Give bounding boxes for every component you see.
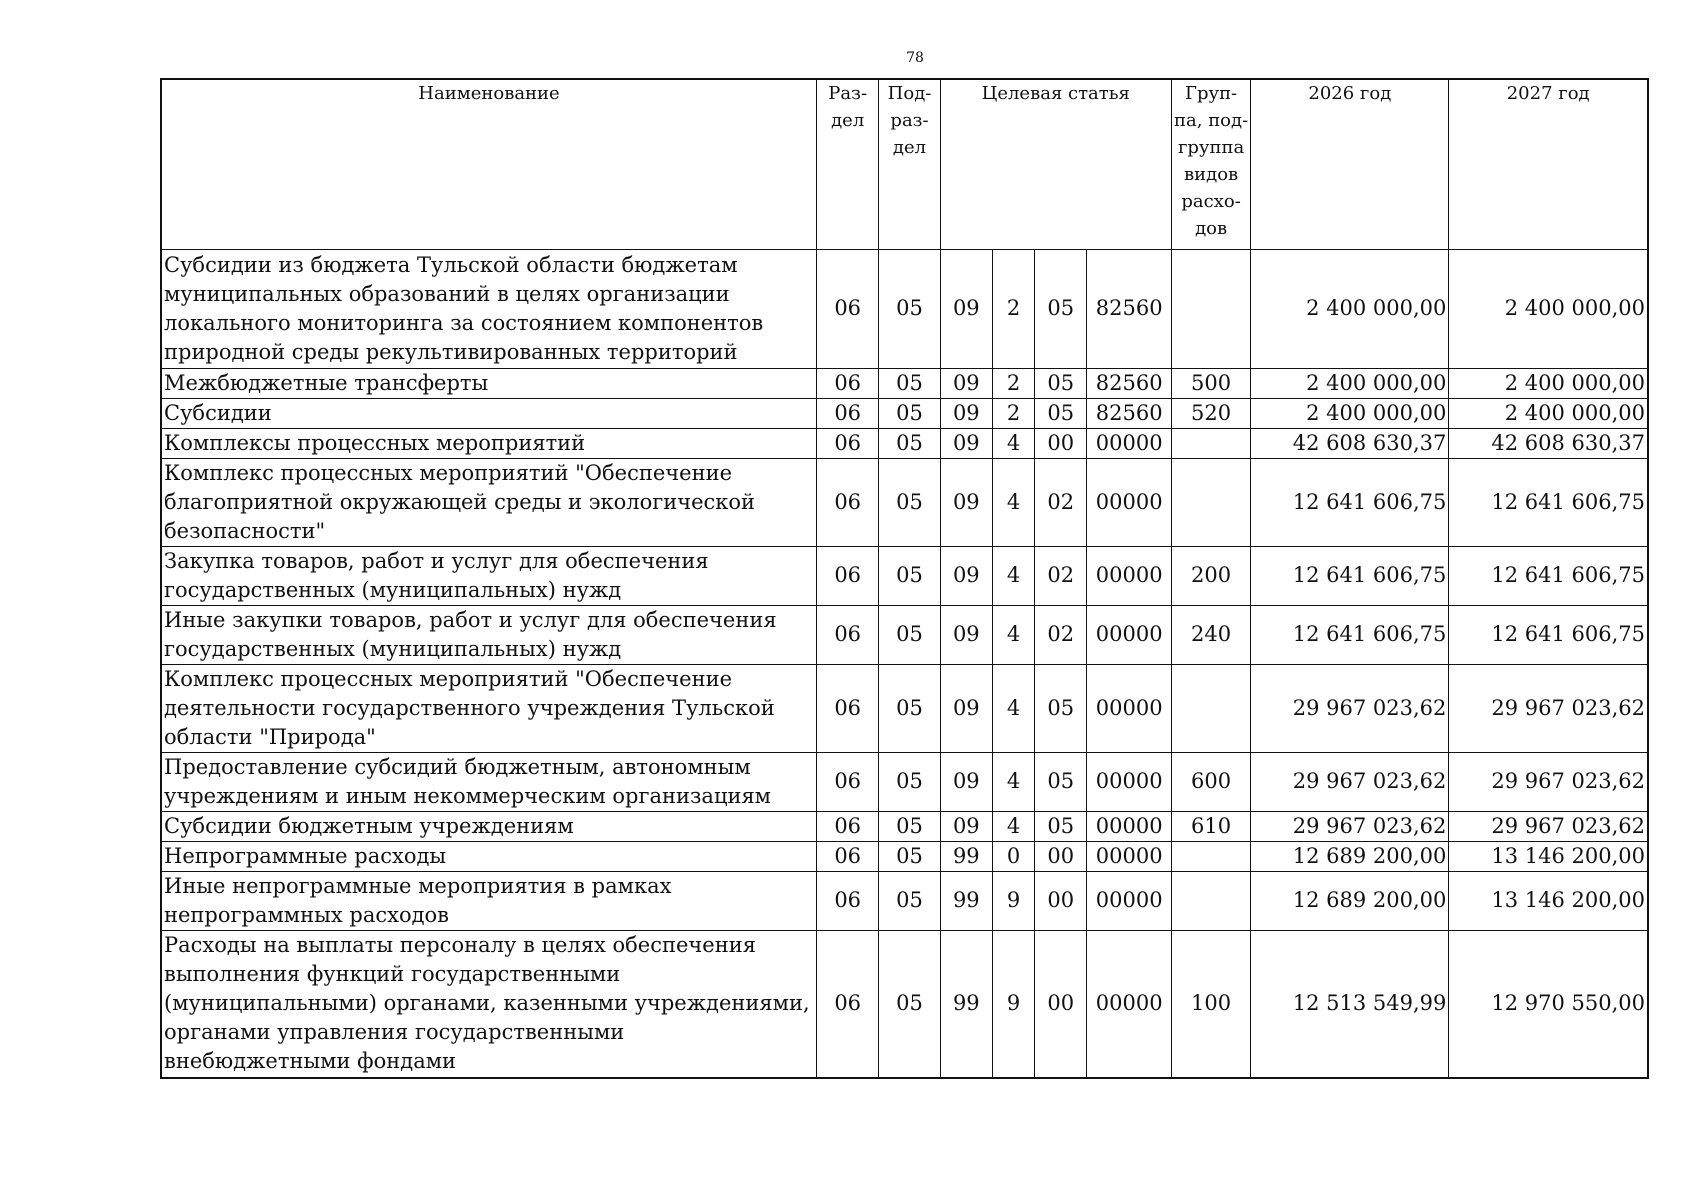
header-target: Целевая статья	[940, 79, 1171, 249]
row-amount-2026: 29 967 023,62	[1251, 752, 1449, 811]
row-name: Комплекс процессных мероприятий "Обеспечение деятельности государственного учреждения Тульской области "Природа"	[161, 664, 817, 752]
row-amount-2026: 12 689 200,00	[1251, 871, 1449, 930]
table-row	[161, 811, 1648, 841]
table-row	[161, 428, 1648, 458]
row-target-direction: 00000	[1087, 871, 1171, 930]
row-amount-2026: 12 641 606,75	[1251, 605, 1449, 664]
row-expense-group	[1171, 249, 1250, 368]
row-amount-2026: 12 641 606,75	[1251, 458, 1449, 546]
row-expense-group: 520	[1171, 398, 1250, 428]
row-podrazdel: 05	[879, 458, 940, 546]
row-amount-2027: 2 400 000,00	[1449, 398, 1648, 428]
row-target-program: 09	[940, 546, 992, 605]
row-razdel: 06	[817, 811, 879, 841]
row-amount-2026: 12 513 549,99	[1251, 930, 1449, 1078]
row-target-type: 0	[992, 841, 1034, 871]
row-name: Иные закупки товаров, работ и услуг для обеспечения государственных (муниципальных) нужд	[161, 605, 817, 664]
row-razdel: 06	[817, 841, 879, 871]
row-target-structure: 05	[1035, 811, 1087, 841]
row-amount-2026: 29 967 023,62	[1251, 811, 1449, 841]
row-name: Комплексы процессных мероприятий	[161, 428, 817, 458]
row-target-program: 99	[940, 930, 992, 1078]
header-group: Груп- па, под- группа видов расхо- дов	[1171, 79, 1250, 249]
row-podrazdel: 05	[879, 871, 940, 930]
header-name: Наименование	[161, 79, 817, 249]
row-target-program: 09	[940, 398, 992, 428]
header-row	[161, 79, 1648, 249]
row-razdel: 06	[817, 368, 879, 398]
table-row	[161, 605, 1648, 664]
row-amount-2027: 29 967 023,62	[1449, 664, 1648, 752]
row-target-type: 2	[992, 249, 1034, 368]
row-amount-2026: 29 967 023,62	[1251, 664, 1449, 752]
header-year-2026: 2026 год	[1251, 79, 1449, 249]
row-amount-2027: 42 608 630,37	[1449, 428, 1648, 458]
row-razdel: 06	[817, 930, 879, 1078]
row-amount-2027: 29 967 023,62	[1449, 811, 1648, 841]
row-target-type: 4	[992, 664, 1034, 752]
row-expense-group: 500	[1171, 368, 1250, 398]
row-amount-2026: 2 400 000,00	[1251, 249, 1449, 368]
row-target-structure: 02	[1035, 605, 1087, 664]
row-podrazdel: 05	[879, 841, 940, 871]
row-razdel: 06	[817, 752, 879, 811]
row-amount-2027: 12 641 606,75	[1449, 605, 1648, 664]
header-podrazdel: Под- раз- дел	[879, 79, 940, 249]
row-target-program: 09	[940, 752, 992, 811]
row-target-program: 09	[940, 428, 992, 458]
table-row	[161, 249, 1648, 368]
row-name: Межбюджетные трансферты	[161, 368, 817, 398]
row-target-program: 09	[940, 249, 992, 368]
row-target-structure: 05	[1035, 664, 1087, 752]
row-target-direction: 00000	[1087, 458, 1171, 546]
row-target-structure: 02	[1035, 546, 1087, 605]
row-podrazdel: 05	[879, 546, 940, 605]
row-target-type: 2	[992, 398, 1034, 428]
row-expense-group: 100	[1171, 930, 1250, 1078]
header-razdel: Раз- дел	[817, 79, 879, 249]
row-target-program: 09	[940, 811, 992, 841]
row-target-type: 9	[992, 871, 1034, 930]
row-expense-group	[1171, 871, 1250, 930]
row-expense-group	[1171, 841, 1250, 871]
row-amount-2027: 12 970 550,00	[1449, 930, 1648, 1078]
row-amount-2027: 13 146 200,00	[1449, 871, 1648, 930]
row-name: Субсидии из бюджета Тульской области бюджетам муниципальных образований в целях организации локального мониторинга за состоянием компонентов природной среды рекультивированных территорий	[161, 249, 817, 368]
row-amount-2026: 2 400 000,00	[1251, 368, 1449, 398]
row-target-type: 4	[992, 428, 1034, 458]
row-name: Иные непрограммные мероприятия в рамках непрограммных расходов	[161, 871, 817, 930]
row-target-program: 09	[940, 664, 992, 752]
row-target-direction: 82560	[1087, 398, 1171, 428]
row-target-direction: 00000	[1087, 428, 1171, 458]
row-target-direction: 00000	[1087, 546, 1171, 605]
table-row	[161, 664, 1648, 752]
row-target-structure: 00	[1035, 428, 1087, 458]
row-target-type: 9	[992, 930, 1034, 1078]
row-podrazdel: 05	[879, 811, 940, 841]
row-target-direction: 00000	[1087, 811, 1171, 841]
row-target-program: 09	[940, 458, 992, 546]
row-target-structure: 05	[1035, 752, 1087, 811]
row-expense-group	[1171, 428, 1250, 458]
row-razdel: 06	[817, 605, 879, 664]
row-amount-2027: 2 400 000,00	[1449, 368, 1648, 398]
row-expense-group	[1171, 664, 1250, 752]
row-target-structure: 05	[1035, 368, 1087, 398]
row-razdel: 06	[817, 398, 879, 428]
row-name: Комплекс процессных мероприятий "Обеспечение благоприятной окружающей среды и экологической безопасности"	[161, 458, 817, 546]
row-razdel: 06	[817, 458, 879, 546]
row-amount-2027: 2 400 000,00	[1449, 249, 1648, 368]
row-target-direction: 00000	[1087, 841, 1171, 871]
table-row	[161, 871, 1648, 930]
table-row	[161, 398, 1648, 428]
row-target-type: 4	[992, 458, 1034, 546]
row-podrazdel: 05	[879, 752, 940, 811]
row-name: Расходы на выплаты персоналу в целях обеспечения выполнения функций государственными (муниципальными) органами, казенными учреждениями, органами управления государственными внебюджетными фондами	[161, 930, 817, 1078]
table-row	[161, 841, 1648, 871]
header-year-2027: 2027 год	[1449, 79, 1648, 249]
row-amount-2026: 42 608 630,37	[1251, 428, 1449, 458]
row-podrazdel: 05	[879, 664, 940, 752]
row-name: Непрограммные расходы	[161, 841, 817, 871]
row-podrazdel: 05	[879, 249, 940, 368]
row-amount-2027: 12 641 606,75	[1449, 546, 1648, 605]
row-expense-group: 200	[1171, 546, 1250, 605]
row-target-direction: 82560	[1087, 368, 1171, 398]
row-target-program: 09	[940, 605, 992, 664]
row-name: Закупка товаров, работ и услуг для обеспечения государственных (муниципальных) нужд	[161, 546, 817, 605]
row-expense-group	[1171, 458, 1250, 546]
row-razdel: 06	[817, 664, 879, 752]
row-name: Субсидии бюджетным учреждениям	[161, 811, 817, 841]
page-number: 78	[906, 50, 924, 66]
row-target-structure: 02	[1035, 458, 1087, 546]
row-razdel: 06	[817, 428, 879, 458]
row-amount-2027: 29 967 023,62	[1449, 752, 1648, 811]
table-row	[161, 930, 1648, 1078]
row-expense-group: 610	[1171, 811, 1250, 841]
row-amount-2027: 12 641 606,75	[1449, 458, 1648, 546]
row-target-type: 2	[992, 368, 1034, 398]
row-target-structure: 00	[1035, 841, 1087, 871]
row-expense-group: 600	[1171, 752, 1250, 811]
row-amount-2026: 12 641 606,75	[1251, 546, 1449, 605]
row-target-program: 09	[940, 368, 992, 398]
row-amount-2026: 2 400 000,00	[1251, 398, 1449, 428]
row-target-program: 99	[940, 841, 992, 871]
row-razdel: 06	[817, 249, 879, 368]
row-target-direction: 00000	[1087, 664, 1171, 752]
row-target-type: 4	[992, 546, 1034, 605]
row-podrazdel: 05	[879, 428, 940, 458]
row-razdel: 06	[817, 546, 879, 605]
row-target-direction: 82560	[1087, 249, 1171, 368]
row-podrazdel: 05	[879, 605, 940, 664]
row-target-structure: 00	[1035, 930, 1087, 1078]
table-row	[161, 752, 1648, 811]
table-row	[161, 458, 1648, 546]
row-target-type: 4	[992, 752, 1034, 811]
row-amount-2026: 12 689 200,00	[1251, 841, 1449, 871]
row-target-direction: 00000	[1087, 752, 1171, 811]
row-name: Предоставление субсидий бюджетным, автономным учреждениям и иным некоммерческим организациям	[161, 752, 817, 811]
row-target-program: 99	[940, 871, 992, 930]
row-amount-2027: 13 146 200,00	[1449, 841, 1648, 871]
row-podrazdel: 05	[879, 368, 940, 398]
budget-table	[160, 78, 1649, 1079]
row-expense-group: 240	[1171, 605, 1250, 664]
row-target-structure: 00	[1035, 871, 1087, 930]
row-podrazdel: 05	[879, 930, 940, 1078]
row-name: Субсидии	[161, 398, 817, 428]
row-target-direction: 00000	[1087, 605, 1171, 664]
row-target-structure: 05	[1035, 398, 1087, 428]
table-row	[161, 368, 1648, 398]
row-target-direction: 00000	[1087, 930, 1171, 1078]
row-target-structure: 05	[1035, 249, 1087, 368]
row-podrazdel: 05	[879, 398, 940, 428]
row-razdel: 06	[817, 871, 879, 930]
row-target-type: 4	[992, 811, 1034, 841]
table-row	[161, 546, 1648, 605]
row-target-type: 4	[992, 605, 1034, 664]
